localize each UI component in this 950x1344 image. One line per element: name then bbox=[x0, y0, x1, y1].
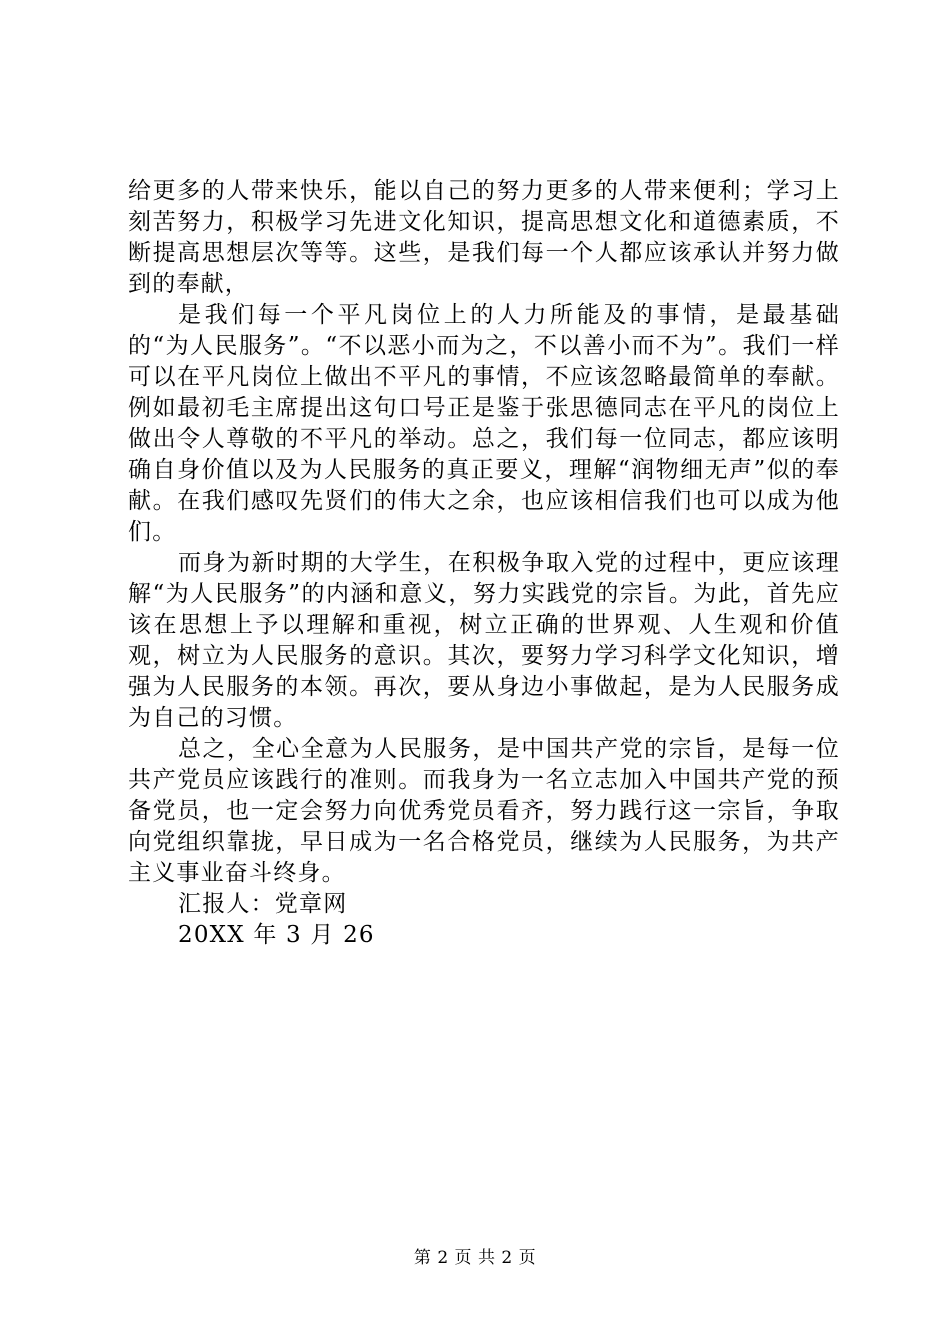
signature-reporter: 汇报人：党章网 bbox=[178, 891, 348, 917]
paragraph-ordinary-post: 是我们每一个平凡岗位上的人力所能及的事情，是最基础的“为人民服务”。“不以恶小而为之，不以善小而不为”。我们一样可以在平凡岗位上做出不平凡的事情，不应该忽略最简单的奉献。例如最初毛主席提出这句口号正是鉴于张思德同志在平凡的岗位上做出令人尊敬的不平凡的举动。总之，我们每一位同志，都应该明确自身价值以及为人民服务的真正要义，理解“润物细无声”似的奉献。在我们感叹先贤们的伟大之余，也应该相信我们也可以成为他们。 bbox=[128, 302, 840, 545]
document-body bbox=[128, 176, 840, 951]
paragraph-continuation: 给更多的人带来快乐，能以自己的努力更多的人带来便利；学习上刻苦努力，积极学习先进文化知识，提高思想文化和道德素质，不断提高思想层次等等。这些，是我们每一个人都应该承认并努力做到的奉献， bbox=[128, 178, 840, 297]
page-footer: 第 2 页 共 2 页 bbox=[413, 1248, 537, 1268]
paragraph-conclusion: 总之，全心全意为人民服务，是中国共产党的宗旨，是每一位共产党员应该践行的准则。而我身为一名立志加入中国共产党的预备党员，也一定会努力向优秀党员看齐，努力践行这一宗旨，争取向党组织靠拢，早日成为一名合格党员，继续为人民服务，为共产主义事业奋斗终身。 bbox=[128, 736, 840, 886]
report-date: 20XX 年 3 月 26 bbox=[178, 922, 375, 948]
paragraph-college-students: 而身为新时期的大学生，在积极争取入党的过程中，更应该理解“为人民服务”的内涵和意义，努力实践党的宗旨。为此，首先应该在思想上予以理解和重视，树立正确的世界观、人生观和价值观，树立为人民服务的意识。其次，要努力学习科学文化知识，增强为人民服务的本领。再次，要从身边小事做起，是为人民服务成为自己的习惯。 bbox=[128, 550, 840, 731]
